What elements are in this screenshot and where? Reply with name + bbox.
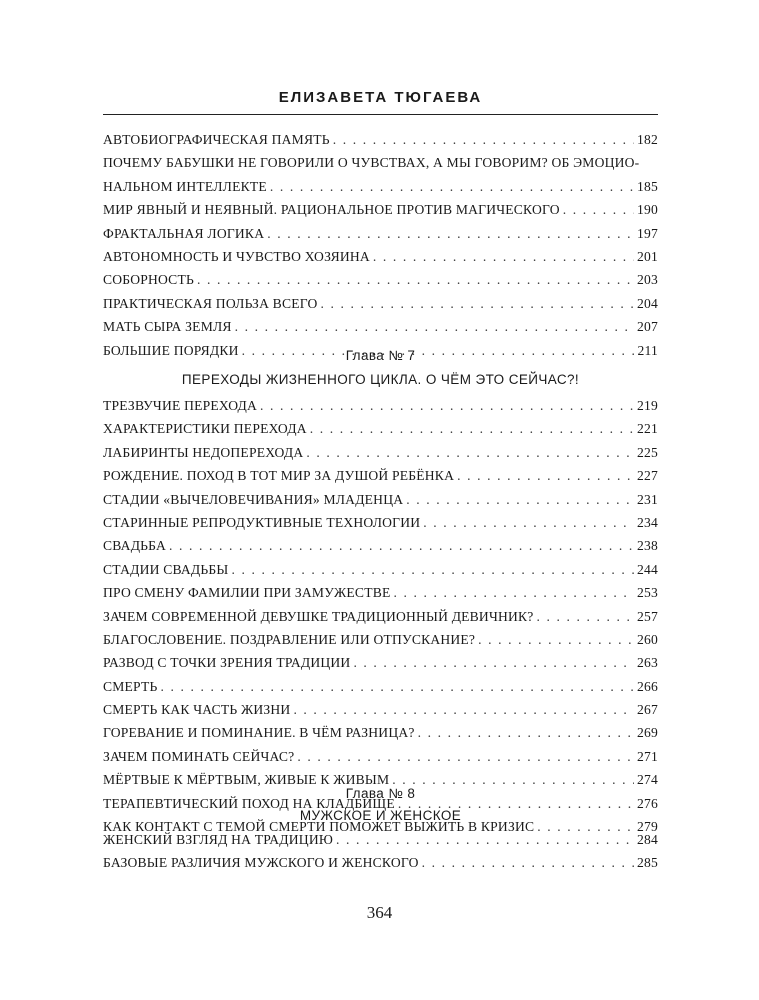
toc-entry-title: СОБОРНОСТЬ xyxy=(103,272,194,288)
chapter-8-title: МУЖСКОЕ И ЖЕНСКОЕ xyxy=(299,808,462,823)
toc-entry-title: АВТОНОМНОСТЬ И ЧУВСТВО ХОЗЯИНА xyxy=(103,248,370,264)
toc-entry-page: 274 xyxy=(637,772,658,788)
toc-entry xyxy=(103,445,658,468)
toc-entry-page: 201 xyxy=(637,248,658,264)
toc-entry-title: ТРЕЗВУЧИЕ ПЕРЕХОДА xyxy=(103,398,258,413)
toc-entry-page: 263 xyxy=(637,655,658,671)
toc-entry xyxy=(103,855,658,878)
toc-leader-dots xyxy=(197,272,634,288)
toc-entry-page: 238 xyxy=(637,538,658,554)
toc-leader-dots xyxy=(235,319,634,335)
toc-entry-page: 185 xyxy=(637,178,658,194)
toc-entry-title: КАК КОНТАКТ С ТЕМОЙ СМЕРТИ ПОМОЖЕТ ВЫЖИТЬ В КРИЗИС xyxy=(103,819,535,835)
toc-entry-title: ХАРАКТЕРИСТИКИ ПЕРЕХОДА xyxy=(103,421,307,437)
toc-entry-title: ЖЕНСКИЙ ВЗГЛЯД НА ТРАДИЦИЮ xyxy=(103,832,334,847)
chapter-7-number: Глава № 7 xyxy=(345,348,416,363)
toc-entry xyxy=(103,398,658,421)
toc-entry-page: 284 xyxy=(637,832,658,847)
toc-entry-page: 211 xyxy=(637,342,658,358)
toc-entry-title: МИР ЯВНЫЙ И НЕЯВНЫЙ. РАЦИОНАЛЬНОЕ ПРОТИВ МАГИЧЕСКОГО xyxy=(103,202,560,218)
toc-entry-title: РОЖДЕНИЕ. ПОХОД В ТОТ МИР ЗА ДУШОЙ РЕБЁНКА xyxy=(103,468,455,484)
toc-entry-page: 285 xyxy=(637,855,658,871)
toc-entry-page: 266 xyxy=(637,678,658,694)
chapter-8-number: Глава № 8 xyxy=(345,786,416,801)
toc-leader-dots xyxy=(333,132,634,148)
toc-entry xyxy=(103,585,658,608)
toc-entry-page: 227 xyxy=(637,468,658,484)
toc-leader-dots xyxy=(293,702,634,718)
toc-entry-title-line1: ПОЧЕМУ БАБУШКИ НЕ ГОВОРИЛИ О ЧУВСТВАХ, А МЫ ГОВОРИМ? ОБ ЭМОЦИО- xyxy=(103,155,640,171)
toc-entry-page: 203 xyxy=(637,272,658,288)
toc-leader-dots xyxy=(353,655,634,671)
page-number: 364 xyxy=(366,903,393,922)
toc-entry xyxy=(103,538,658,561)
toc-entry-title: БЛАГОСЛОВЕНИЕ. ПОЗДРАВЛЕНИЕ ИЛИ ОТПУСКАНИЕ? xyxy=(103,631,476,647)
toc-entry xyxy=(103,492,658,515)
toc-entry-page: 244 xyxy=(637,561,658,577)
toc-entry-title: СМЕРТЬ xyxy=(103,678,158,694)
toc-entry xyxy=(103,832,658,855)
toc-entry xyxy=(103,725,658,748)
toc-leader-dots xyxy=(260,398,634,414)
toc-entry-title: СТАДИИ СВАДЬБЫ xyxy=(103,561,229,577)
toc-entry-title: ПРАКТИЧЕСКАЯ ПОЛЬЗА ВСЕГО xyxy=(103,295,318,311)
toc-leader-dots xyxy=(169,538,634,554)
toc-entry-page: 279 xyxy=(637,819,658,835)
toc-entry-title: СТАРИННЫЕ РЕПРОДУКТИВНЫЕ ТЕХНОЛОГИИ xyxy=(103,514,421,530)
toc-entry xyxy=(103,272,658,295)
toc-entry xyxy=(103,515,658,538)
toc-entry xyxy=(103,249,658,272)
toc-entry-page: 276 xyxy=(637,795,658,811)
toc-leader-dots xyxy=(563,202,634,218)
toc-entry-title: НАЛЬНОМ ИНТЕЛЛЕКТЕ xyxy=(103,178,267,194)
toc-entry-page: 269 xyxy=(637,725,658,741)
toc-entry-title: СВАДЬБА xyxy=(103,538,167,554)
toc-leader-dots xyxy=(231,562,634,578)
toc-entry-title: ЗАЧЕМ СОВРЕМЕННОЙ ДЕВУШКЕ ТРАДИЦИОННЫЙ ДЕВИЧНИК? xyxy=(103,608,534,624)
toc-entry xyxy=(103,226,658,249)
running-header-author: ЕЛИЗАВЕТА ТЮГАЕВА xyxy=(278,89,483,106)
toc-entry xyxy=(103,319,658,342)
toc-entry xyxy=(103,609,658,632)
toc-entry-page: 197 xyxy=(637,225,658,241)
toc-entry xyxy=(103,679,658,702)
toc-entry xyxy=(103,179,658,202)
toc-entry-page: 204 xyxy=(637,295,658,311)
toc-leader-dots xyxy=(478,632,634,648)
toc-chapter-8 xyxy=(103,832,658,879)
toc-entry-page: 231 xyxy=(637,491,658,507)
toc-entry-title: ЗАЧЕМ ПОМИНАТЬ СЕЙЧАС? xyxy=(103,748,295,764)
toc-entry-page: 234 xyxy=(637,514,658,530)
toc-entry-page: 182 xyxy=(637,132,658,147)
toc-entry-page: 257 xyxy=(637,608,658,624)
toc-leader-dots xyxy=(423,515,634,531)
toc-entry-page: 271 xyxy=(637,748,658,764)
toc-entry-title: ФРАКТАЛЬНАЯ ЛОГИКА xyxy=(103,225,265,241)
toc-entry-title: ПРО СМЕНУ ФАМИЛИИ ПРИ ЗАМУЖЕСТВЕ xyxy=(103,585,391,601)
toc-entry xyxy=(103,421,658,444)
toc-leader-dots xyxy=(161,679,635,695)
toc-entry xyxy=(103,702,658,725)
toc-leader-dots xyxy=(270,179,634,195)
toc-entry-title: МЁРТВЫЕ К МЁРТВЫМ, ЖИВЫЕ К ЖИВЫМ xyxy=(103,772,390,788)
toc-leader-dots xyxy=(373,249,634,265)
toc-chapter-7 xyxy=(103,398,658,842)
toc-entry-title: МАТЬ СЫРА ЗЕМЛЯ xyxy=(103,319,232,335)
toc-leader-dots xyxy=(418,725,634,741)
toc-entry xyxy=(103,202,658,225)
toc-entry-title: ГОРЕВАНИЕ И ПОМИНАНИЕ. В ЧЁМ РАЗНИЦА? xyxy=(103,725,415,741)
toc-entry-title: АВТОБИОГРАФИЧЕСКАЯ ПАМЯТЬ xyxy=(103,132,330,147)
toc-entry-page: 221 xyxy=(637,421,658,437)
toc-entry-page: 190 xyxy=(637,202,658,218)
toc-leader-dots xyxy=(310,421,634,437)
toc-entry-page: 253 xyxy=(637,585,658,601)
toc-leader-dots xyxy=(336,832,634,848)
toc-leader-dots xyxy=(306,445,634,461)
toc-entry xyxy=(103,749,658,772)
toc-leader-dots xyxy=(297,749,634,765)
toc-entry xyxy=(103,632,658,655)
toc-entry-title: ЛАБИРИНТЫ НЕДОПЕРЕХОДА xyxy=(103,444,304,460)
toc-entry-page: 207 xyxy=(637,319,658,335)
toc-section-top xyxy=(103,132,658,366)
toc-leader-dots xyxy=(267,226,634,242)
toc-entry-page: 260 xyxy=(637,631,658,647)
chapter-7-title: ПЕРЕХОДЫ ЖИЗНЕННОГО ЦИКЛА. О ЧЁМ ЭТО СЕЙЧАС?! xyxy=(181,372,580,387)
toc-entry xyxy=(103,655,658,678)
toc-entry-title: ТЕРАПЕВТИЧЕСКИЙ ПОХОД НА КЛАДБИЩЕ xyxy=(103,795,395,811)
toc-entry-title: РАЗВОД С ТОЧКИ ЗРЕНИЯ ТРАДИЦИИ xyxy=(103,655,351,671)
toc-entry-title: БОЛЬШИЕ ПОРЯДКИ xyxy=(103,342,239,358)
toc-entry xyxy=(103,562,658,585)
toc-entry-title: БАЗОВЫЕ РАЗЛИЧИЯ МУЖСКОГО И ЖЕНСКОГО xyxy=(103,855,419,871)
toc-entry-title: СМЕРТЬ КАК ЧАСТЬ ЖИЗНИ xyxy=(103,702,291,718)
toc-entry xyxy=(103,296,658,319)
toc-entry-page: 219 xyxy=(637,398,658,413)
toc-leader-dots xyxy=(406,492,634,508)
toc-leader-dots xyxy=(422,855,634,871)
header-rule xyxy=(103,114,658,115)
toc-entry-page: 225 xyxy=(637,444,658,460)
toc-entry-title: СТАДИИ «ВЫЧЕЛОВЕЧИВАНИЯ» МЛАДЕНЦА xyxy=(103,491,404,507)
toc-leader-dots xyxy=(457,468,634,484)
toc-entry-page: 267 xyxy=(637,702,658,718)
toc-leader-dots xyxy=(320,296,634,312)
toc-leader-dots xyxy=(393,585,634,601)
toc-entry xyxy=(103,132,658,155)
toc-leader-dots xyxy=(537,609,634,625)
toc-entry xyxy=(103,468,658,491)
